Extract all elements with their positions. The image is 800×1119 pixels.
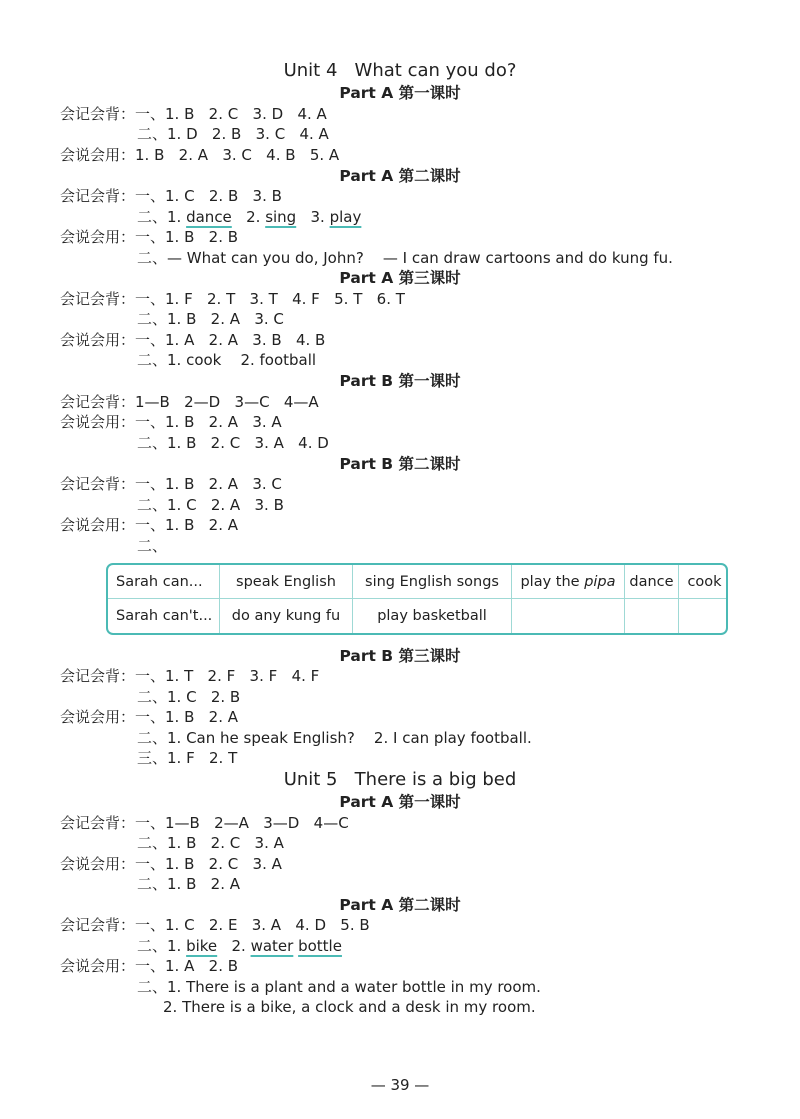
table-cell: play basketball [353,599,512,633]
answer-line: 会记会背：一、1. B 2. A 3. C [60,475,282,493]
table-cell: do any kung fu [220,599,353,633]
unit4-partA3-title: Part A 第三课时 [339,269,461,287]
table-cell [625,599,679,633]
answer-line: 会记会背：一、1. C 2. E 3. A 4. D 5. B [60,916,370,934]
answer-text: 2. [231,208,266,226]
answer-line: 会说会用：1. B 2. A 3. C 4. B 5. A [60,146,340,164]
answer-line [137,207,361,227]
cell-text: play the [520,573,585,590]
cell-italic-text: pipa [584,573,616,590]
table-cell: Sarah can... [108,565,220,599]
table-cell: sing English songs [353,565,512,599]
unit4-partB2-title: Part B 第二课时 [339,455,461,473]
answer-line: 二、1. B 2. A [137,875,241,893]
answer-line: 会记会背：1—B 2—D 3—C 4—A [60,393,319,411]
underlined-answer: dance [186,208,232,226]
underlined-answer: bike [186,937,218,955]
answer-line: 会说会用：一、1. B 2. B [60,228,239,246]
unit4-partA2-title: Part A 第二课时 [339,167,461,185]
unit4-partB1-title: Part B 第一课时 [339,372,461,390]
answer-line: 二、1. C 2. A 3. B [137,496,284,514]
underlined-answer: play [329,208,362,226]
answer-text: 二、1. [137,208,187,226]
answer-text: 2. [217,937,251,955]
table-cell [679,599,728,633]
answer-line: 会记会背：一、1. F 2. T 3. T 4. F 5. T 6. T [60,290,405,308]
table-cell: Sarah can't... [108,599,220,633]
answer-line: 二、— What can you do, John? — I can draw cartoons and do kung fu. [137,249,673,267]
unit-5-title: Unit 5 There is a big bed [283,769,517,790]
underlined-answer: water [250,937,294,955]
answer-line: 二、1. B 2. A 3. C [137,310,284,328]
table-cell: speak English [220,565,353,599]
unit5-partA2-title: Part A 第二课时 [339,896,461,914]
answer-line: 会说会用：一、1. B 2. C 3. A [60,855,282,873]
answer-line: 会说会用：一、1. A 2. A 3. B 4. B [60,331,326,349]
table-cell: cook [679,565,728,599]
answer-line: 会说会用：一、1. A 2. B [60,957,239,975]
answer-line: 二、1. C 2. B [137,688,241,706]
underlined-answer: bottle [298,937,342,955]
answer-line: 二、1. D 2. B 3. C 4. A [137,125,329,143]
answer-line: 二、1. Can he speak English? 2. I can play football. [137,729,532,747]
answer-line: 二、1. cook 2. football [137,351,317,369]
unit-4-title: Unit 4 What can you do? [283,60,517,81]
answer-line: 会记会背：一、1. B 2. C 3. D 4. A [60,105,327,123]
table-cell [512,565,625,599]
answer-line: 会说会用：一、1. B 2. A 3. A [60,413,282,431]
answer-text: 二、1. [137,937,187,955]
answer-line: 会说会用：一、1. B 2. A [60,708,239,726]
answer-line: 会说会用：一、1. B 2. A [60,516,239,534]
answer-line: 二、 [137,537,168,555]
answer-line: 会记会背：一、1—B 2—A 3—D 4—C [60,814,349,832]
underlined-answer: sing [265,208,297,226]
answer-text: 3. [296,208,330,226]
table-cell: dance [625,565,679,599]
answer-line: 2. There is a bike, a clock and a desk in my room. [163,998,536,1016]
unit4-partB3-title: Part B 第三课时 [339,647,461,665]
unit5-partA1-title: Part A 第一课时 [339,793,461,811]
answer-line: 会记会背：一、1. C 2. B 3. B [60,187,282,205]
page-number: — 39 — [370,1076,430,1094]
answer-line: 三、1. F 2. T [137,749,238,767]
answer-line: 二、1. B 2. C 3. A 4. D [137,434,329,452]
sarah-can-table [106,563,728,635]
table-cell [512,599,625,633]
answer-line: 二、1. B 2. C 3. A [137,834,284,852]
unit4-partA1-title: Part A 第一课时 [339,84,461,102]
answer-line [137,936,342,956]
answer-line: 二、1. There is a plant and a water bottle in my room. [137,978,541,996]
answer-line: 会记会背：一、1. T 2. F 3. F 4. F [60,667,320,685]
